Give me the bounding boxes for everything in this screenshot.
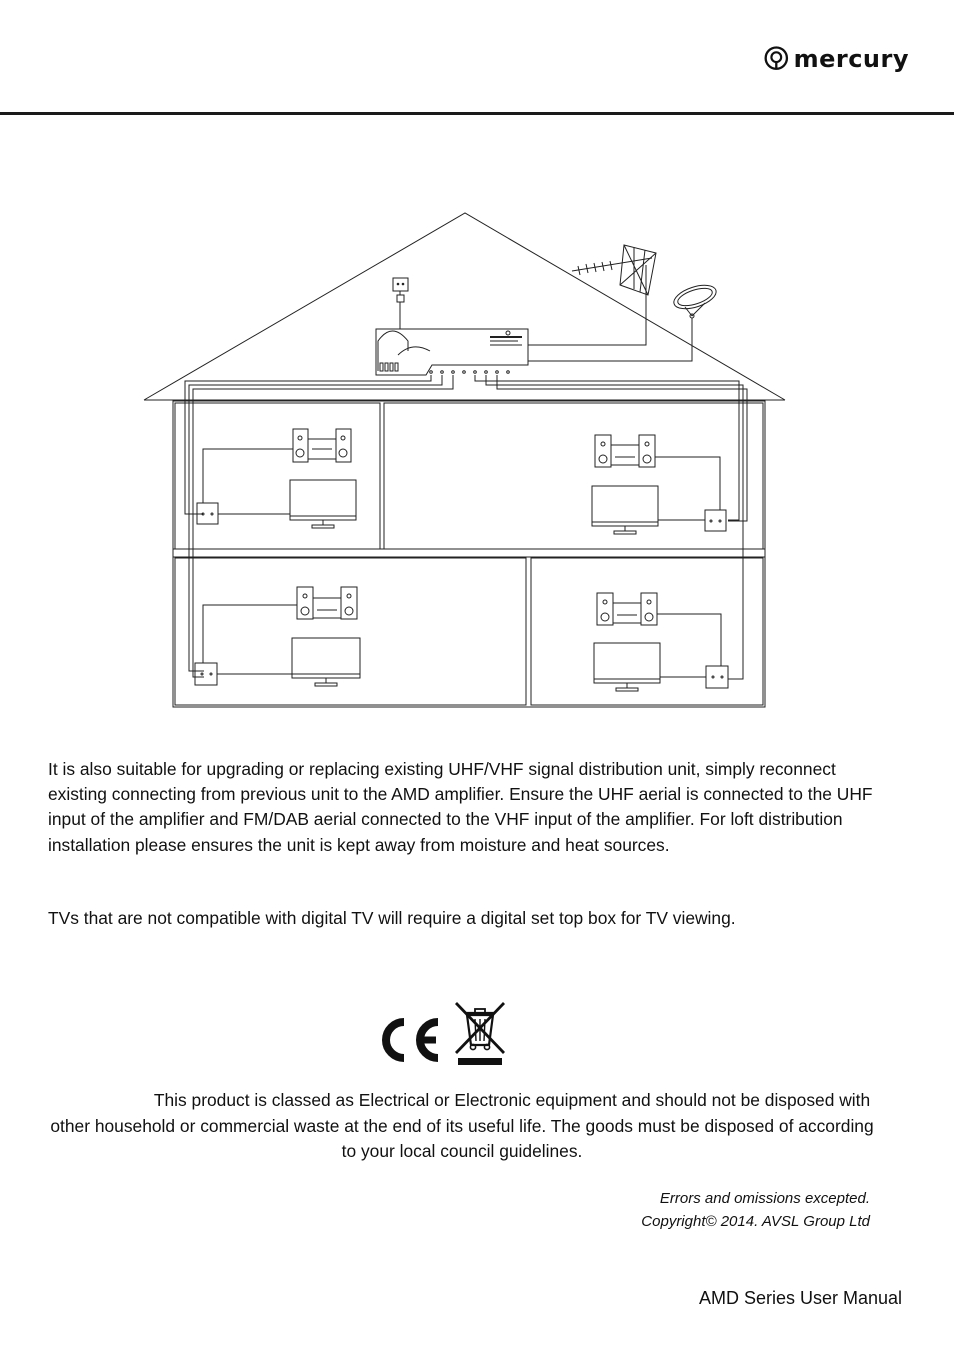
hifi-icon xyxy=(597,593,657,625)
room-bottom-right xyxy=(594,593,728,691)
hifi-icon xyxy=(293,429,351,462)
wall-socket-icon xyxy=(705,510,726,531)
tv-icon xyxy=(292,638,360,686)
weee-bin-icon xyxy=(452,1001,508,1067)
tv-icon xyxy=(290,480,356,528)
hifi-icon xyxy=(595,435,655,467)
copyright-line: Copyright© 2014. AVSL Group Ltd xyxy=(641,1213,870,1230)
errors-line: Errors and omissions excepted. xyxy=(659,1190,870,1207)
aerial-icon xyxy=(572,245,656,300)
installation-paragraph: It is also suitable for upgrading or replacing existing UHF/VHF signal distribution unit, simply reconnect existing connecting from previous unit to the AMD amplifier. Ensure the UHF aerial is connected to the UHF input of the amplifier and FM/DAB aerial connected to the VHF input of the amplifier. For loft distribution installation please ensures the unit is kept away from moisture and heat sources. xyxy=(48,759,873,855)
ce-mark-icon xyxy=(374,1014,442,1066)
legal-notice xyxy=(641,1187,870,1233)
wall-socket-icon xyxy=(706,666,728,688)
tv-icon xyxy=(592,486,658,534)
manual-title: AMD Series User Manual xyxy=(698,1288,902,1308)
room-bottom-left xyxy=(195,587,360,686)
satellite-dish-icon xyxy=(671,281,719,318)
amplifier-icon xyxy=(376,329,528,375)
room-top-left xyxy=(197,429,356,528)
disposal-text: This product is classed as Electrical or Electronic equipment and should not be disposed with other household or commercial waste at the end of its useful life. The goods must be disposed of according to your local council guidelines. xyxy=(50,1090,874,1162)
brand-name: mercury xyxy=(793,45,909,73)
distribution-cables xyxy=(185,375,747,679)
tv-icon xyxy=(594,643,660,691)
header-rule xyxy=(0,112,954,115)
hifi-icon xyxy=(297,587,357,619)
power-socket-icon xyxy=(393,278,408,329)
brand-logo xyxy=(763,42,909,76)
wall-socket-icon xyxy=(195,663,217,685)
room-top-right xyxy=(592,435,726,534)
house-walls xyxy=(173,401,765,707)
house-roof xyxy=(144,213,785,400)
installation-diagram xyxy=(140,205,790,717)
mercury-logo-icon xyxy=(763,44,790,74)
disposal-notice xyxy=(48,1088,876,1165)
aerial-cables xyxy=(528,300,692,361)
digital-tv-note: TVs that are not compatible with digital TV will require a digital set top box for TV viewing. xyxy=(48,908,736,928)
